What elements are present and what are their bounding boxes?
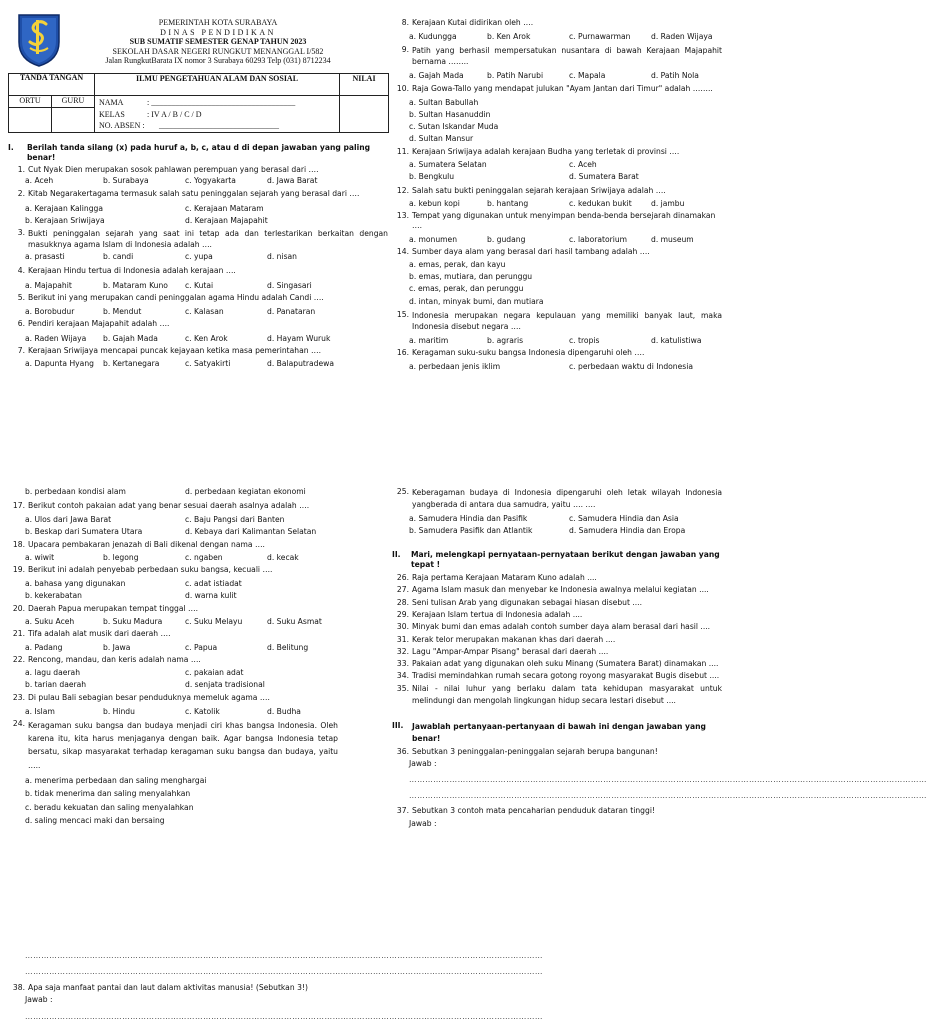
question-text: Sebutkan 3 contoh mata pencaharian penduduk dataran tinggi! [412, 805, 655, 815]
option-c[interactable]: c. Kutai [185, 280, 214, 290]
option-b[interactable]: b. Surabaya [103, 175, 149, 185]
question-3 [8, 228, 388, 263]
option-d[interactable]: d. saling mencaci maki dan bersaing [25, 815, 165, 825]
question-number: 7. [17, 345, 25, 355]
question-number: 32. [396, 646, 409, 656]
question-32 [392, 646, 722, 658]
header-line-2: DINAS PENDIDIKAN [160, 27, 276, 37]
question-16 [392, 348, 722, 372]
option-c[interactable]: c. pakaian adat [185, 668, 244, 678]
question-text: Keragaman suku bangsa dan budaya menjadi ciri khas bangsa Indonesia. Oleh karena itu, kita harus menjaganya dengan baik. Agar bangsa Indonesia tetap bersatu, sikap masyarakat terhadap keragaman suku bangsa dan budaya, yaitu ….. [28, 720, 338, 770]
option-b[interactable]: b. Jawa [103, 642, 131, 652]
option-c[interactable]: c. perbedaan waktu di Indonesia [569, 361, 693, 371]
question-text: Lagu "Ampar-Ampar Pisang" berasal dari daerah .... [412, 646, 609, 656]
option-d[interactable]: d. Panataran [267, 307, 316, 317]
option-d[interactable]: d. Balaputradewa [267, 359, 335, 369]
question-4 [8, 266, 388, 291]
question-number: 22. [12, 654, 25, 664]
section-3-number: III. [392, 721, 404, 731]
option-a[interactable]: a. Sumatera Selatan [409, 160, 487, 170]
question-text: Patih yang berhasil mempersatukan nusantara di bawah Kerajaan Majapahit bernama …….. [412, 45, 722, 67]
question-number: 4. [17, 266, 25, 276]
question-text: Tifa adalah alat musik dari daerah …. [28, 629, 171, 639]
guru-label: GURU [52, 96, 95, 108]
header-line-4: SEKOLAH DASAR NEGERI RUNGKUT MENANGGAL I/582 [112, 46, 324, 56]
option-b[interactable]: b. tarian daerah [25, 680, 87, 690]
kelas-label: KELAS [99, 109, 125, 119]
option-d[interactable]: d. Hayam Wuruk [267, 333, 331, 343]
left-column-top [8, 0, 388, 484]
guru-sign-box[interactable] [52, 107, 95, 132]
question-text: Kerajaan Sriwijaya adalah kerajaan Budha yang terletak di provinsi …. [412, 147, 680, 157]
question-text: Berikut ini adalah penyebab perbedaan suku bangsa, kecuali …. [28, 565, 273, 575]
option-a[interactable]: a. emas, perak, dan kayu [409, 260, 506, 270]
option-c[interactable]: c. beradu kekuatan dan saling menyalahkan [25, 802, 194, 812]
option-a[interactable]: a. bahasa yang digunakan [25, 578, 126, 588]
question-number: 9. [401, 44, 409, 54]
option-d[interactable]: d. katulistiwa [651, 336, 702, 346]
option-b[interactable]: b. agraris [487, 336, 524, 346]
option-a[interactable]: a. kebun kopi [409, 198, 460, 208]
option-a[interactable]: a. Padang [25, 642, 63, 652]
question-17 [8, 501, 338, 538]
question-18 [8, 540, 338, 564]
question-8 [392, 18, 722, 43]
option-b[interactable]: b. Hindu [103, 706, 135, 716]
option-b[interactable]: b. gudang [487, 234, 526, 244]
ortu-label: ORTU [9, 96, 52, 108]
header-line-3: SUB SUMATIF SEMESTER GENAP TAHUN 2023 [129, 37, 307, 47]
option-d[interactable]: d. Sumatera Barat [569, 172, 639, 182]
question-number: 31. [396, 634, 409, 644]
question-20 [8, 604, 338, 628]
header-line-5: Jalan RungkutBarata IX nomor 3 Surabaya 60293 Telp (031) 8712234 [105, 56, 331, 66]
option-b[interactable]: b. Mendut [103, 307, 142, 317]
question-text: Berikut contoh pakaian adat yang benar sesuai daerah asalnya adalah …. [28, 501, 310, 511]
question-number: 21. [12, 629, 25, 639]
section-2-number: II. [392, 549, 401, 559]
question-34 [392, 670, 722, 682]
question-text: Kerajaan Hindu tertua di Indonesia adalah kerajaan …. [28, 266, 236, 276]
option-c[interactable]: c. Kalasan [185, 307, 224, 317]
question-number: 35. [396, 683, 409, 693]
answer-line[interactable]: ………………………………………………………………………………………………………………………………………………………………………… [409, 791, 927, 801]
jawab-label: Jawab : [409, 818, 437, 828]
kelas-field[interactable]: : IV A / B / C / D [147, 109, 202, 119]
question-number: 11. [396, 147, 409, 157]
option-b[interactable]: b. tidak menerima dan saling menyalahkan [25, 789, 191, 799]
option-d[interactable]: d. museum [651, 234, 694, 244]
option-a[interactable]: a. Majapahit [25, 280, 72, 290]
absen-label: NO. ABSEN : [99, 121, 145, 131]
option-c[interactable]: c. adat istiadat [185, 578, 242, 588]
question-33 [392, 658, 722, 670]
school-header [68, 18, 368, 66]
option-c[interactable]: c. Baju Pangsi dari Banten [185, 514, 285, 524]
question-2 [8, 189, 388, 228]
option-a[interactable]: a. Dapunta Hyang [25, 359, 94, 369]
question-text: Berikut ini yang merupakan candi peninggalan agama Hindu adalah Candi …. [28, 292, 324, 302]
question-number: 14. [396, 246, 409, 256]
option-b[interactable]: b. kekerabatan [25, 590, 82, 600]
question-text: Upacara pembakaran jenazah di Bali dikenal dengan nama …. [28, 539, 265, 549]
page-bottom [0, 484, 927, 1024]
answer-line[interactable]: ………………………………………………………………………………………………………………………………………………………………………… [25, 967, 543, 977]
option-c[interactable]: c. ngaben [185, 553, 223, 563]
question-text: Sumber daya alam yang berasal dari hasil tambang adalah …. [412, 246, 650, 256]
option-a[interactable]: a. Borobudur [25, 307, 75, 317]
option-c[interactable]: c. Kerajaan Mataram [185, 204, 264, 214]
jawab-label: Jawab : [25, 995, 53, 1005]
question-text: Seni tulisan Arab yang digunakan sebagai hiasan disebut .... [412, 597, 642, 607]
option-d[interactable]: d. jambu [651, 198, 685, 208]
question-text: Apa saja manfaat pantai dan laut dalam aktivitas manusia! (Sebutkan 3!) [28, 983, 308, 992]
option-c[interactable]: c. Samudera Hindia dan Asia [569, 514, 679, 524]
answer-line[interactable]: ………………………………………………………………………………………………………………………………………………………………………… [25, 951, 543, 960]
question-15 [392, 310, 722, 347]
option-d[interactable]: d. intan, minyak bumi, dan mutiara [409, 296, 544, 306]
question-text: Indonesia merupakan negara kepulauan yang memiliki banyak laut, maka Indonesia disebut negara …. [412, 310, 722, 332]
tanda-tangan-header: TANDA TANGAN [9, 74, 95, 96]
option-b[interactable]: b. Patih Narubi [487, 71, 544, 81]
right-column-top [392, 18, 722, 478]
question-7 [8, 346, 388, 370]
question-number: 12. [396, 185, 409, 195]
option-a[interactable]: a. Kerajaan Kalingga [25, 204, 103, 214]
option-d[interactable]: d. kecak [267, 553, 299, 563]
question-number: 10. [396, 84, 409, 94]
section-1-text: Berilah tanda silang (x) pada huruf a, b, c, atau d di depan jawaban yang paling benar! [27, 143, 371, 163]
question-28 [392, 597, 722, 609]
option-b[interactable]: b. legong [103, 553, 139, 563]
question-number: 8. [401, 18, 409, 27]
option-b[interactable]: b. Mataram Kuno [103, 280, 168, 290]
question-number: 27. [396, 585, 409, 595]
question-text: Keragaman suku-suku bangsa Indonesia dipengaruhi oleh …. [412, 348, 645, 358]
question-21 [8, 629, 338, 653]
question-6 [8, 319, 388, 344]
question-number: 29. [396, 609, 409, 619]
section-2-list [392, 572, 722, 707]
option-c[interactable]: c. Yogyakarta [185, 175, 236, 185]
question-number: 15. [396, 309, 409, 319]
option-b[interactable]: b. Gajah Mada [103, 333, 158, 343]
answer-lines-37 [8, 951, 543, 978]
question-number: 26. [396, 573, 409, 583]
question-number: 16. [396, 348, 409, 358]
nilai-header: NILAI [340, 74, 389, 96]
question-text: Minyak bumi dan emas adalah contoh sumber daya alam berasal dari hasil .... [412, 622, 711, 632]
question-number: 20. [12, 603, 25, 613]
option-d[interactable]: d. Sultan Mansur [409, 133, 474, 143]
option-d[interactable]: d. Suku Asmat [267, 617, 322, 627]
question-number: 18. [12, 539, 25, 549]
answer-line[interactable]: ………………………………………………………………………………………………………………………………………………………………………… [409, 775, 927, 785]
question-text: Pendiri kerajaan Majapahit adalah …. [28, 319, 170, 329]
question-9 [392, 45, 722, 82]
question-36 [392, 746, 927, 802]
question-number: 24. [12, 718, 25, 728]
question-number: 3. [17, 227, 25, 237]
question-19 [8, 565, 338, 602]
question-38 [8, 983, 543, 1022]
option-d[interactable]: d. Jawa Barat [267, 175, 318, 185]
question-text: Agama Islam masuk dan menyebar ke Indonesia awalnya melalui kegiatan .... [412, 585, 709, 595]
question-text: Keberagaman budaya di Indonesia dipengaruhi oleh letak wilayah Indonesia yangberada di antara dua samudra, yaitu …. …. [412, 488, 722, 510]
section-1-instruction [8, 143, 388, 164]
question-22 [8, 655, 338, 692]
question-number: 37. [396, 805, 409, 815]
option-a[interactable]: a. perbedaan jenis iklim [409, 361, 501, 371]
question-number: 19. [12, 565, 25, 575]
question-24 [8, 719, 338, 827]
question-number: 1. [17, 164, 25, 174]
option-d[interactable]: d. Samudera Hindia dan Eropa [569, 526, 686, 536]
question-23 [8, 693, 338, 717]
option-b[interactable]: b. Bengkulu [409, 172, 455, 182]
question-text: Sebutkan 3 peninggalan-peninggalan sejarah berupa bangunan! [412, 746, 658, 756]
question-text: Kerak telor merupakan makanan khas dari daerah .... [412, 634, 616, 644]
question-27 [392, 584, 722, 596]
header-line-1: PEMERINTAH KOTA SURABAYA [158, 18, 278, 27]
option-c[interactable]: c. kedukan bukit [569, 198, 632, 208]
right-column-bottom [392, 487, 927, 1022]
question-number: 23. [12, 693, 25, 703]
option-b[interactable]: b. hantang [487, 198, 529, 208]
question-number: 5. [17, 292, 25, 302]
section-1-number: I. [8, 143, 14, 152]
question-30 [392, 621, 722, 633]
question-14 [392, 247, 722, 308]
surabaya-crest-logo [16, 12, 62, 68]
option-b[interactable]: b. Sultan Hasanuddin [409, 109, 491, 119]
question-number: 17. [12, 501, 25, 511]
option-a[interactable]: a. Sultan Babullah [409, 97, 479, 107]
question-31 [392, 634, 722, 646]
option-d[interactable]: d. Budha [267, 706, 301, 716]
question-text: Tempat yang digunakan untuk menyimpan benda-benda bersejarah dinamakan …. [412, 211, 716, 231]
question-text: Raja pertama Kerajaan Mataram Kuno adalah .... [412, 573, 597, 583]
jawab-label: Jawab : [409, 758, 437, 768]
option-a[interactable]: a. Raden Wijaya [25, 333, 87, 343]
question-text: Cut Nyak Dien merupakan sosok pahlawan perempuan yang berasal dari …. [28, 164, 319, 174]
question-text: Kerajaan Islam tertua di Indonesia adalah .... [412, 609, 583, 619]
option-d[interactable]: d. nisan [267, 252, 297, 262]
option-c[interactable]: c. Satyakirti [185, 359, 231, 369]
question-text: Tradisi memindahkan rumah secara gotong royong masyarakat Bugis disebut .... [412, 671, 720, 681]
option-a[interactable]: a. prasasti [25, 252, 65, 262]
absen-field[interactable]: ______________________________ [159, 121, 279, 131]
subject-title: ILMU PENGETAHUAN ALAM DAN SOSIAL [95, 74, 340, 96]
question-12 [392, 186, 722, 210]
question-13 [392, 211, 722, 245]
question-number: 36. [396, 746, 409, 756]
option-a[interactable]: a. Gajah Mada [409, 71, 464, 81]
option-b[interactable]: b. candi [103, 252, 134, 262]
question-37 [392, 806, 722, 830]
question-11 [392, 147, 722, 184]
option-c[interactable]: c. yupa [185, 252, 213, 262]
option-d[interactable]: d. senjata tradisional [185, 680, 265, 690]
question-text: Daerah Papua merupakan tempat tinggal …. [28, 603, 199, 613]
question-25 [392, 487, 722, 538]
question-text: Nilai - nilai luhur yang berlaku dalam tata kehidupan masyarakat untuk melindungi dan mengolah lingkungan hidup secara lestari disebut .... [412, 683, 722, 706]
section-3-text: Jawablah pertanyaan-pertanyaan di bawah ini dengan jawaban yang benar! [412, 722, 706, 744]
question-text: Kerajaan Kutai didirikan oleh …. [412, 18, 534, 27]
option-c[interactable]: c. Sutan Iskandar Muda [409, 121, 499, 131]
option-d[interactable]: d. Kebaya dari Kalimantan Selatan [185, 526, 317, 536]
question-number: 38. [12, 983, 25, 992]
question-1 [8, 165, 388, 187]
student-identity [95, 96, 340, 133]
question-text: Raja Gowa-Tallo yang mendapat julukan "Ayam Jantan dari Timur" adalah …….. [412, 84, 713, 94]
option-c[interactable]: c. Purnawarman [569, 32, 631, 42]
option-a[interactable]: a. Suku Aceh [25, 617, 75, 627]
question-text: Kerajaan Sriwijaya mencapai puncak kejayaan ketika masa pemerintahan …. [28, 345, 321, 355]
question-5 [8, 293, 388, 318]
option-d[interactable]: d. Raden Wijaya [651, 32, 713, 42]
option-c[interactable]: c. Aceh [569, 160, 597, 170]
option-b[interactable]: b. Kerajaan Sriwijaya [25, 216, 105, 226]
question-text: Bukti peninggalan sejarah yang saat ini tetap ada dan terlestarikan berkaitan dengan masukknya agama Islam di Indonesia adalah …. [28, 228, 388, 250]
option-a[interactable]: a. Islam [25, 706, 55, 716]
option-b[interactable]: b. perbedaan kondisi alam [25, 487, 126, 496]
question-text: Rencong, mandau, dan keris adalah nama …. [28, 654, 201, 664]
option-c[interactable]: c. Suku Melayu [185, 617, 243, 627]
identity-table [8, 73, 389, 133]
option-b[interactable]: b. Beskap dari Sumatera Utara [25, 526, 143, 536]
option-a[interactable]: a. Aceh [25, 175, 54, 185]
option-d[interactable]: d. Patih Nola [651, 71, 699, 81]
option-a[interactable]: a. lagu daerah [25, 668, 81, 678]
answer-line[interactable]: ………………………………………………………………………………………………………………………………………………………………………… [25, 1011, 543, 1021]
option-b[interactable]: b. Samudera Pasifik dan Atlantik [409, 526, 533, 536]
option-c[interactable]: c. Papua [185, 642, 218, 652]
question-29 [392, 609, 722, 621]
option-d[interactable]: d. perbedaan kegiatan ekonomi [185, 487, 306, 496]
option-a[interactable]: a. menerima perbedaan dan saling menghargai [25, 775, 207, 785]
option-d[interactable]: d. Kerajaan Majapahit [185, 216, 268, 226]
question-text: Pakaian adat yang digunakan oleh suku Minang (Sumatera Barat) dinamakan .... [412, 659, 719, 669]
question-number: 34. [396, 671, 409, 681]
page-top [0, 0, 768, 484]
question-number: 25. [396, 487, 409, 496]
question-number: 30. [396, 622, 409, 632]
option-d[interactable]: d. Belitung [267, 642, 309, 652]
option-a[interactable]: a. monumen [409, 234, 458, 244]
nama-field[interactable]: : ____________________________________ [147, 98, 296, 107]
option-a[interactable]: a. wiwit [25, 553, 55, 563]
question-text: Kitab Negarakertagama termasuk salah satu peninggalan sejarah yang berasal dari …. [28, 189, 360, 198]
option-c[interactable]: c. laboratorium [569, 234, 628, 244]
option-a[interactable]: a. Ulos dari Jawa Barat [25, 514, 112, 524]
nilai-box[interactable] [340, 96, 389, 133]
question-text: Salah satu bukti peninggalan sejarah kerajaan Sriwijaya adalah …. [412, 185, 666, 195]
option-a[interactable]: a. Samudera Hindia dan Pasifik [409, 514, 528, 524]
question-number: 13. [396, 211, 409, 221]
question-10 [392, 84, 722, 145]
option-d[interactable]: d. Singasari [267, 280, 312, 290]
section-2-instruction [392, 550, 722, 571]
question-number: 6. [17, 319, 25, 329]
option-c[interactable]: c. Katolik [185, 706, 220, 716]
option-d[interactable]: d. warna kulit [185, 590, 237, 600]
option-c[interactable]: c. Mapala [569, 71, 606, 81]
option-b[interactable]: b. Suku Madura [103, 617, 163, 627]
option-a[interactable]: a. maritim [409, 336, 449, 346]
question-number: 28. [396, 597, 409, 607]
option-c[interactable]: c. tropis [569, 336, 600, 346]
option-b[interactable]: b. Kertanegara [103, 359, 160, 369]
section-3-instruction [392, 721, 722, 745]
question-number: 2. [17, 189, 25, 198]
nama-label: NAMA [99, 98, 124, 107]
option-b[interactable]: b. emas, mutiara, dan perunggu [409, 272, 533, 282]
question-number: 33. [396, 659, 409, 669]
question-16-continued [8, 487, 338, 497]
option-c[interactable]: c. emas, perak, dan perunggu [409, 284, 524, 294]
option-a[interactable]: a. Kudungga [409, 32, 457, 42]
option-b[interactable]: b. Ken Arok [487, 32, 531, 42]
option-c[interactable]: c. Ken Arok [185, 333, 228, 343]
question-26 [392, 572, 722, 584]
ortu-sign-box[interactable] [9, 107, 52, 132]
left-questions-top [8, 143, 388, 369]
question-35 [392, 683, 722, 708]
section-2-text: Mari, melengkapi pernyataan-pernyataan berikut dengan jawaban yang tepat ! [411, 549, 720, 569]
question-text: Di pulau Bali sebagian besar penduduknya memeluk agama …. [28, 693, 270, 703]
